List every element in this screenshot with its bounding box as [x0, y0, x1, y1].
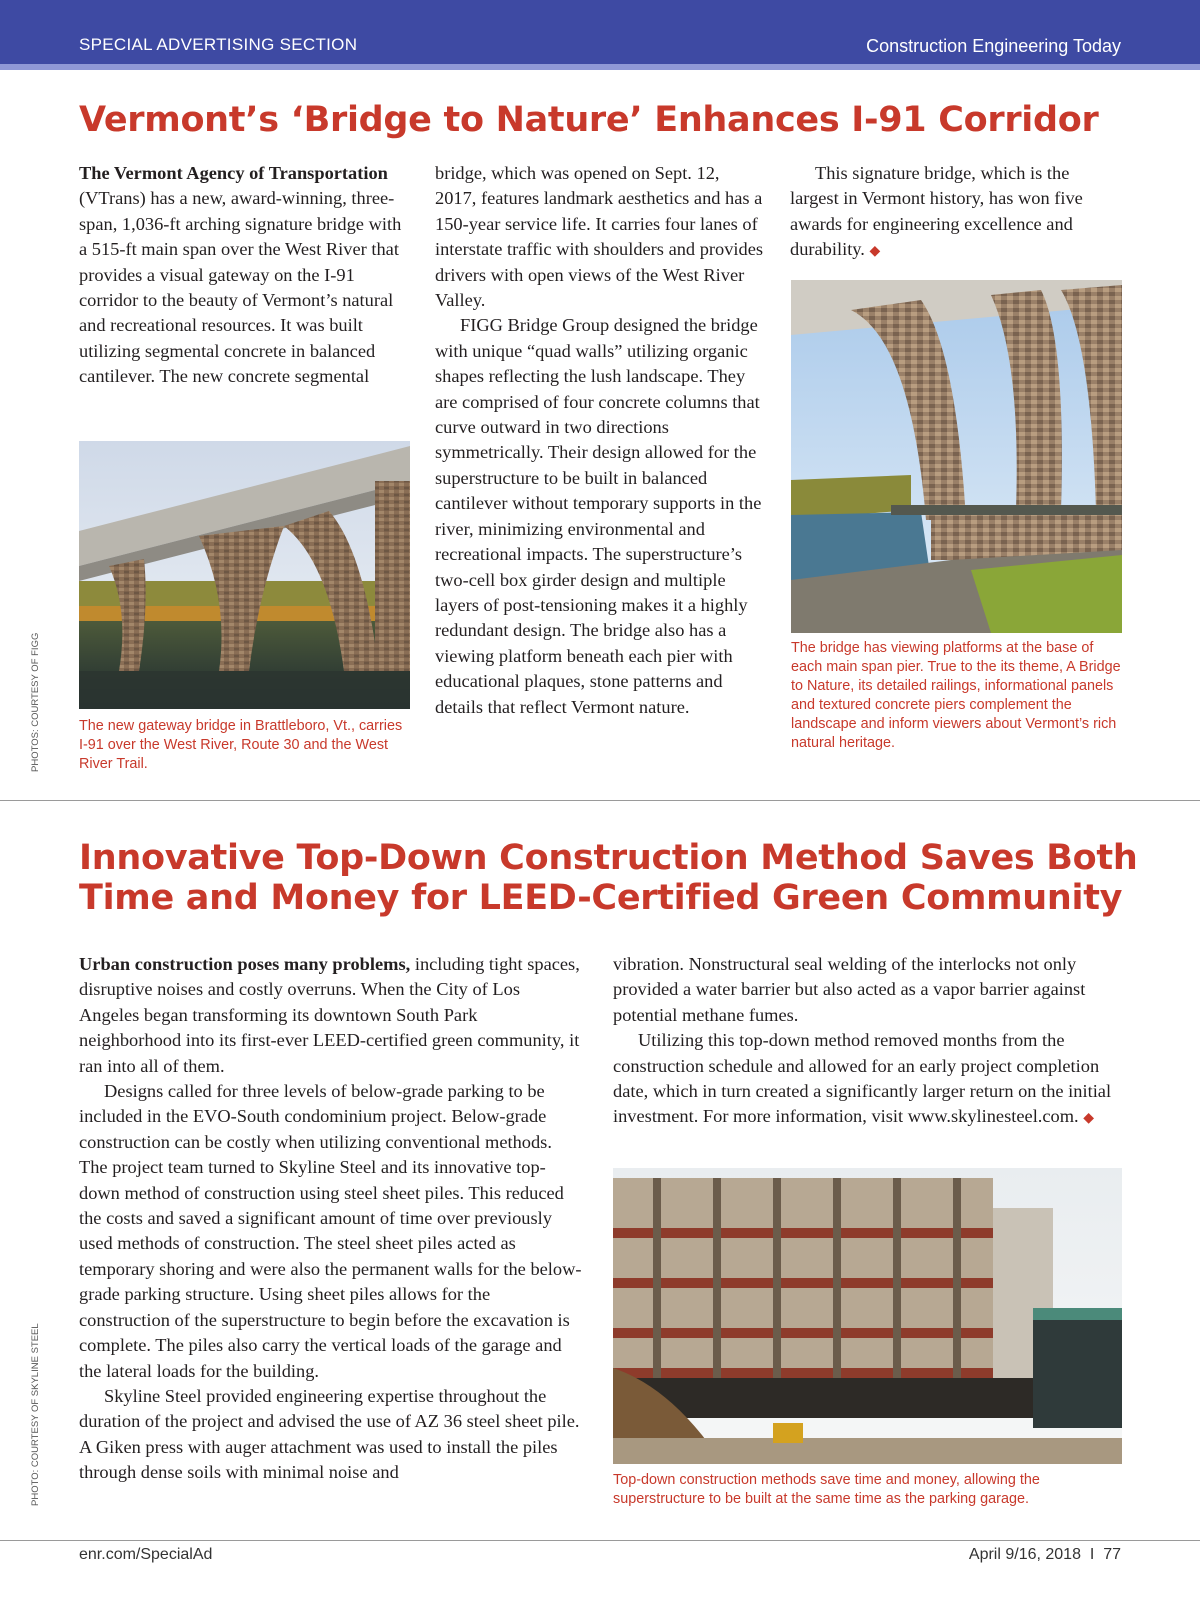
article2-col2-p2: Utilizing this top-down method removed months from the construction schedule and allowed for an early project completion date, which in turn created a significantly larger return on the initial investment. For more information, visit www.skylinesteel.com.: [613, 1030, 1112, 1127]
bridge-photo-2: [791, 280, 1122, 633]
article2-title: Innovative Top-Down Construction Method Saves Both Time and Money for LEED-Certified Green Community: [79, 838, 1138, 918]
article2-col1-p3: Skyline Steel provided engineering expertise throughout the duration of the project and advised the use of AZ 36 steel sheet pile. A Giken press with auger attachment was used to install the piles through dense soils with minimal noise and: [79, 1385, 580, 1483]
article1-col3-p1: This signature bridge, which is the largest in Vermont history, has won five awards for engineering excellence and durability.: [790, 163, 1083, 260]
footer-date-page: April 9/16, 2018 I 77: [968, 1546, 1121, 1563]
header-stripe: [0, 64, 1200, 70]
article1-column2: [435, 161, 765, 720]
article2-photo-credit: PHOTO: COURTESY OF SKYLINE STEEL: [30, 1323, 41, 1506]
end-mark-icon: ◆: [869, 244, 881, 260]
header-bar: [0, 0, 1200, 64]
article1-column3: [790, 161, 1120, 265]
article2-lead: Urban construction poses many problems,: [79, 954, 411, 974]
article1-col2-p1: bridge, which was opened on Sept. 12, 2017, features landmark aesthetics and has a 150-year service life. It carries four lanes of interstate traffic with shoulders and provides drivers with open views of the West River Valley.: [435, 163, 764, 311]
footer-url: enr.com/SpecialAd: [79, 1546, 213, 1563]
article1-photo-credit: PHOTOS: COURTESY OF FIGG: [30, 632, 41, 772]
article2-column2: [613, 952, 1123, 1132]
article1-column1: [79, 161, 409, 390]
article2-col2-p1: vibration. Nonstructural seal welding of the interlocks not only provided a water barrier but also acted as a vapor barrier against potential methane fumes.: [613, 954, 1086, 1025]
article1-caption2: The bridge has viewing platforms at the base of each main span pier. True to the its theme, A Bridge to Nature, its detailed railings, informational panels and textured concrete piers complement the landscape and inform viewers about Vermont’s rich natural heritage.: [791, 640, 1121, 751]
publication-name: Construction Engineering Today: [866, 36, 1121, 56]
article1-col2-p2: FIGG Bridge Group designed the bridge with unique “quad walls” utilizing organic shapes reflecting the lush landscape. They are comprised of four concrete columns that curve outward in two directions symmetrically. Their design allowed for the superstructure to be built in balanced cantilever without temporary supports in the river, minimizing environmental and recreational impacts. The superstructure’s two-cell box girder design and multiple layers of post-tensioning makes it a highly redundant design. The bridge also has a viewing platform beneath each pier with educational plaques, stone patterns and details that reflect Vermont nature.: [435, 315, 762, 717]
construction-photo: [613, 1168, 1122, 1464]
article1-title: Vermont’s ‘Bridge to Nature’ Enhances I-91 Corridor: [79, 100, 1099, 140]
article1-caption1: The new gateway bridge in Brattleboro, Vt., carries I-91 over the West River, Route 30 and the West River Trail.: [79, 718, 403, 772]
article2-caption: Top-down construction methods save time and money, allowing the superstructure to be built at the same time as the parking garage.: [613, 1472, 1040, 1507]
article1-col1-text: (VTrans) has a new, award-winning, three-span, 1,036-ft arching signature bridge with a 515-ft main span over the West River that provides a visual gateway on the I-91 corridor to the beauty of Vermont’s natural and recreational resources. It was built utilizing segmental concrete in balanced cantilever. The new concrete segmental: [79, 188, 402, 387]
article2-col1-p1: including tight spaces, disruptive noises and costly overruns. When the City of Los Angeles began transforming its downtown South Park neighborhood into its first-ever LEED-certified green community, it ran into all of them.: [79, 954, 580, 1076]
section-label: SPECIAL ADVERTISING SECTION: [79, 35, 358, 54]
end-mark-icon: ◆: [1083, 1111, 1095, 1127]
article2-column1: [79, 952, 582, 1486]
article2-col1-p2: Designs called for three levels of below-grade parking to be included in the EVO-South condominium project. Below-grade construction can be costly when utilizing conventional methods. The project team turned to Skyline Steel and its innovative top-down method of construction using steel sheet piles. This reduced the costs and saved a significant amount of time over previously used methods of construction. The steel sheet piles acted as temporary shoring and were also the permanent walls for the below-grade parking structure. Using sheet piles allows for the construction of the superstructure to begin before the excavation is complete. The piles also carry the vertical loads of the garage and the lateral loads for the building.: [79, 1081, 582, 1381]
footer-divider: [0, 1540, 1200, 1541]
article1-lead: The Vermont Agency of Transportation: [79, 163, 388, 183]
bridge-photo-1: [79, 441, 410, 709]
section-divider: [0, 800, 1200, 801]
